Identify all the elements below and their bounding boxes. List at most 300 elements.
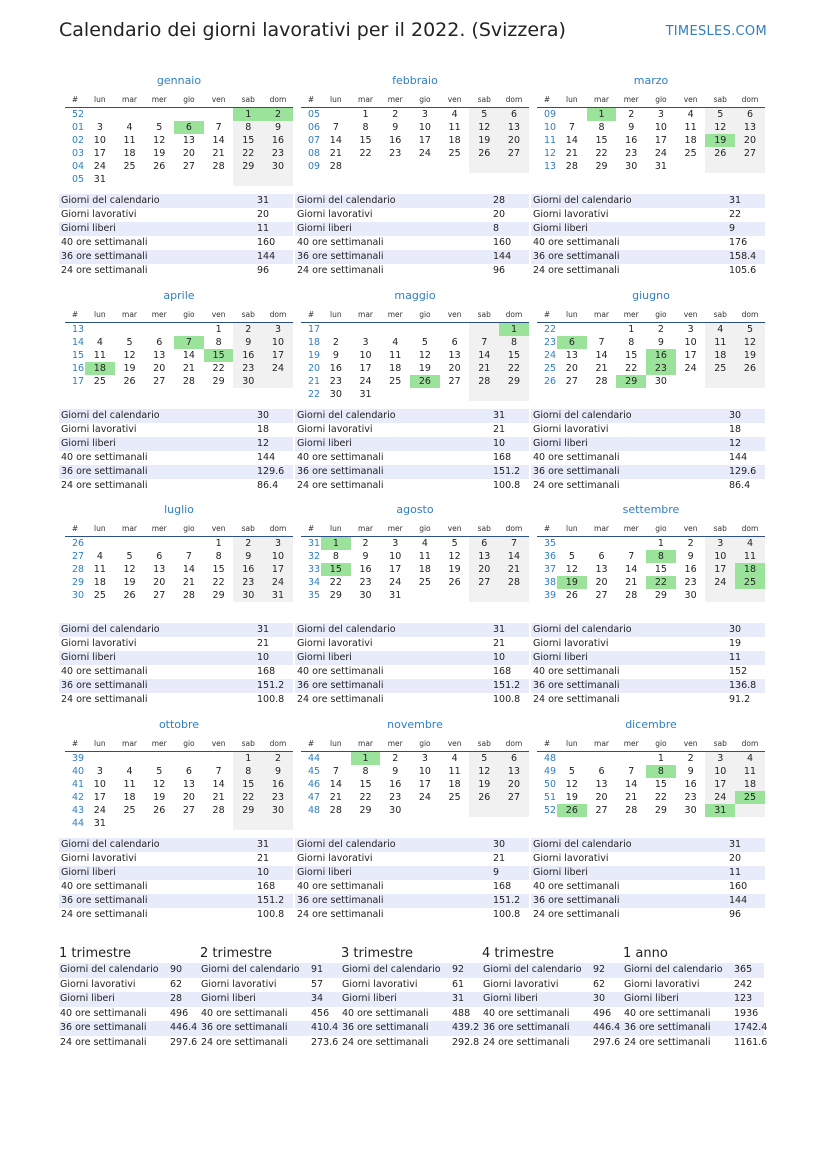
day-cell xyxy=(705,375,735,388)
day-cell xyxy=(263,817,293,830)
day-cell: 16 xyxy=(263,778,293,791)
week-row xyxy=(537,108,765,121)
week-number: 15 xyxy=(72,350,85,361)
weekday-header xyxy=(301,737,529,752)
day-cell: 5 xyxy=(156,766,163,777)
stat-label: Giorni lavorativi xyxy=(61,424,137,435)
day-cell: 6 xyxy=(598,766,605,777)
day-cell: 3 xyxy=(263,323,293,336)
day-cell: 28 xyxy=(499,576,529,589)
day-cell: 10 xyxy=(359,350,372,361)
day-cell: 17 xyxy=(705,563,735,576)
holiday-cell: 18 xyxy=(735,563,765,576)
day-cell: 27 xyxy=(182,161,195,172)
week-number: 39 xyxy=(72,753,85,764)
stat-row xyxy=(59,894,293,908)
stat-row xyxy=(59,852,293,866)
day-cell: 3 xyxy=(687,324,694,335)
day-cell: 29 xyxy=(233,804,263,817)
weekday-label: gio xyxy=(183,95,195,104)
day-cell xyxy=(233,173,263,186)
holiday-cell: 2 xyxy=(263,108,293,121)
day-cell: 16 xyxy=(359,564,372,575)
day-cell: 3 xyxy=(362,337,369,348)
stat-label: 24 ore settimanali xyxy=(533,909,620,920)
stat-label: Giorni lavorativi xyxy=(533,209,609,220)
stat-value: 160 xyxy=(493,237,512,248)
stat-row xyxy=(531,637,765,651)
stat-label: Giorni lavorativi xyxy=(624,978,700,990)
day-cell: 24 xyxy=(705,791,735,804)
day-cell: 23 xyxy=(263,791,293,804)
month-grid xyxy=(537,308,765,388)
stat-value: 31 xyxy=(493,410,506,421)
day-cell: 9 xyxy=(332,350,339,361)
day-cell: 14 xyxy=(625,779,638,790)
day-cell: 15 xyxy=(625,350,638,361)
week-row xyxy=(301,804,529,817)
day-cell: 5 xyxy=(126,551,133,562)
week-row xyxy=(537,576,765,589)
day-cell: 30 xyxy=(389,805,402,816)
week-number: 10 xyxy=(544,122,557,133)
stat-value: 30 xyxy=(729,410,742,421)
day-cell: 7 xyxy=(332,122,339,133)
day-cell: 1 xyxy=(215,324,222,335)
month-grid xyxy=(537,522,765,602)
weekday-label: ven xyxy=(447,739,462,748)
day-cell: 4 xyxy=(421,538,428,549)
month-stats xyxy=(531,623,765,707)
week-number: 38 xyxy=(544,577,557,588)
stat-value: 90 xyxy=(170,964,183,975)
month-stats xyxy=(531,194,765,278)
day-cell: 15 xyxy=(359,135,372,146)
holiday-cell: 29 xyxy=(616,375,646,388)
day-cell: 23 xyxy=(233,362,263,375)
day-cell xyxy=(469,388,499,401)
quarter-block xyxy=(341,945,482,1050)
stat-value: 144 xyxy=(493,251,512,262)
day-cell: 26 xyxy=(705,147,735,160)
stat-value: 19 xyxy=(729,638,742,649)
week-row xyxy=(65,765,293,778)
week-number: 27 xyxy=(72,551,85,562)
weekday-label: sab xyxy=(713,95,727,104)
day-cell: 19 xyxy=(469,134,499,147)
day-cell: 3 xyxy=(705,537,735,550)
day-cell: 7 xyxy=(469,336,499,349)
stat-label: Giorni lavorativi xyxy=(297,853,373,864)
day-cell xyxy=(144,817,174,830)
day-cell: 10 xyxy=(705,550,735,563)
day-cell: 14 xyxy=(212,779,225,790)
day-cell: 25 xyxy=(418,577,431,588)
quarter-stat-row xyxy=(482,1021,623,1036)
stat-value: 30 xyxy=(729,624,742,635)
day-cell: 13 xyxy=(182,779,195,790)
quarter-stat-row xyxy=(341,1036,482,1051)
day-cell: 11 xyxy=(448,766,461,777)
day-cell xyxy=(204,752,234,765)
day-cell: 28 xyxy=(329,161,342,172)
stat-row xyxy=(59,637,293,651)
stat-row xyxy=(531,693,765,707)
week-row xyxy=(65,563,293,576)
day-cell: 5 xyxy=(469,752,499,765)
weekday-header xyxy=(65,737,293,752)
stat-label: Giorni del calendario xyxy=(533,839,632,850)
week-row xyxy=(537,323,765,336)
day-cell: 1 xyxy=(215,538,222,549)
day-cell: 24 xyxy=(93,805,106,816)
week-number: 05 xyxy=(308,109,321,120)
week-row xyxy=(301,550,529,563)
stat-row xyxy=(59,665,293,679)
day-cell: 14 xyxy=(499,550,529,563)
week-number: 52 xyxy=(544,805,557,816)
quarter-stat-row xyxy=(200,1007,341,1022)
week-number: 44 xyxy=(308,753,321,764)
weekday-label: mer xyxy=(151,524,167,533)
stat-label: Giorni liberi xyxy=(533,223,588,234)
day-cell: 30 xyxy=(329,389,342,400)
day-cell xyxy=(469,160,499,173)
day-cell: 26 xyxy=(123,590,136,601)
weekday-label: lun xyxy=(566,524,578,533)
weekday-label: sab xyxy=(241,310,255,319)
weekday-header xyxy=(65,522,293,537)
stat-value: 144 xyxy=(257,452,276,463)
day-cell: 22 xyxy=(499,362,529,375)
day-cell: 8 xyxy=(215,337,222,348)
day-cell: 23 xyxy=(329,376,342,387)
day-cell: 12 xyxy=(565,564,578,575)
week-number-header: # xyxy=(71,739,79,748)
stat-value: 21 xyxy=(493,853,506,864)
weekday-label: gio xyxy=(419,739,431,748)
stat-label: 40 ore settimanali xyxy=(624,1007,711,1019)
day-cell xyxy=(204,817,234,830)
day-cell: 30 xyxy=(233,589,263,602)
week-number: 09 xyxy=(308,161,321,172)
day-cell: 3 xyxy=(705,752,735,765)
day-cell: 17 xyxy=(93,148,106,159)
day-cell xyxy=(174,108,204,121)
weekday-label: gio xyxy=(655,310,667,319)
stat-value: 365 xyxy=(734,964,753,975)
day-cell: 30 xyxy=(684,590,697,601)
day-cell: 4 xyxy=(126,122,133,133)
week-number: 19 xyxy=(308,350,321,361)
day-cell xyxy=(351,160,381,173)
stat-label: 40 ore settimanali xyxy=(61,237,148,248)
quarter-stat-row xyxy=(482,1036,623,1051)
stat-value: 57 xyxy=(311,978,324,990)
stat-value: 242 xyxy=(734,978,753,990)
day-cell xyxy=(321,752,351,765)
week-row xyxy=(65,134,293,147)
month-name: settembre xyxy=(622,503,680,516)
day-cell: 21 xyxy=(469,362,499,375)
day-cell: 4 xyxy=(705,323,735,336)
day-cell: 11 xyxy=(93,350,106,361)
week-number: 48 xyxy=(544,753,557,764)
day-cell: 26 xyxy=(448,577,461,588)
weekday-label: dom xyxy=(741,524,759,533)
holiday-cell: 26 xyxy=(557,804,587,817)
week-number-header: # xyxy=(543,739,551,748)
day-cell xyxy=(263,375,293,388)
day-cell xyxy=(115,323,145,336)
stat-value: 91 xyxy=(311,964,324,975)
day-cell: 27 xyxy=(499,147,529,160)
day-cell: 11 xyxy=(684,122,697,133)
stat-row xyxy=(295,679,529,693)
quarter-stat-row xyxy=(482,978,623,993)
month-calendar xyxy=(537,287,765,388)
week-row xyxy=(301,791,529,804)
stat-value: 61 xyxy=(452,978,465,990)
day-cell xyxy=(410,589,440,602)
day-cell xyxy=(144,173,174,186)
weekday-label: ven xyxy=(447,310,462,319)
stat-value: 92 xyxy=(452,964,465,975)
holiday-cell: 8 xyxy=(646,550,676,563)
week-number: 44 xyxy=(72,818,85,829)
day-cell: 19 xyxy=(469,778,499,791)
weekday-label: dom xyxy=(269,739,287,748)
day-cell: 4 xyxy=(451,753,458,764)
day-cell: 19 xyxy=(153,148,166,159)
stat-row xyxy=(295,852,529,866)
stat-row xyxy=(531,451,765,465)
day-cell: 6 xyxy=(469,537,499,550)
day-cell: 24 xyxy=(418,148,431,159)
week-row xyxy=(65,550,293,563)
day-cell xyxy=(440,388,470,401)
day-cell: 12 xyxy=(565,779,578,790)
weekday-header xyxy=(537,522,765,537)
week-number-header: # xyxy=(307,95,315,104)
week-number: 21 xyxy=(308,376,321,387)
day-cell xyxy=(380,160,410,173)
brand-link[interactable]: TIMESLES.COM xyxy=(665,24,767,39)
stat-value: 168 xyxy=(493,881,512,892)
weekday-label: lun xyxy=(94,95,106,104)
day-cell: 27 xyxy=(153,590,166,601)
day-cell: 18 xyxy=(123,792,136,803)
day-cell: 7 xyxy=(628,766,635,777)
quarter-block xyxy=(59,945,200,1050)
day-cell: 5 xyxy=(568,551,575,562)
day-cell: 8 xyxy=(233,765,263,778)
stat-label: Giorni del calendario xyxy=(61,839,160,850)
weekday-label: sab xyxy=(477,739,491,748)
day-cell xyxy=(440,804,470,817)
stat-label: 36 ore settimanali xyxy=(297,251,384,262)
week-row xyxy=(65,576,293,589)
month-calendar xyxy=(301,716,529,817)
stat-value: 168 xyxy=(257,881,276,892)
week-row xyxy=(537,550,765,563)
day-cell: 22 xyxy=(654,792,667,803)
week-row xyxy=(537,160,765,173)
day-cell: 10 xyxy=(263,550,293,563)
week-number: 25 xyxy=(544,363,557,374)
stat-row xyxy=(295,451,529,465)
quarter-stat-row xyxy=(200,963,341,978)
stat-value: 30 xyxy=(493,839,506,850)
day-cell: 17 xyxy=(359,363,372,374)
day-cell: 28 xyxy=(182,590,195,601)
stat-row xyxy=(59,623,293,637)
stat-value: 123 xyxy=(734,993,753,1004)
day-cell: 29 xyxy=(359,805,372,816)
holiday-cell: 8 xyxy=(646,765,676,778)
holiday-cell: 15 xyxy=(204,349,234,362)
day-cell: 7 xyxy=(568,122,575,133)
stat-value: 292.8 xyxy=(452,1036,480,1048)
day-cell: 3 xyxy=(657,109,664,120)
week-number-header: # xyxy=(307,524,315,533)
day-cell: 20 xyxy=(448,363,461,374)
day-cell: 5 xyxy=(705,108,735,121)
week-row xyxy=(301,375,529,388)
stat-label: 40 ore settimanali xyxy=(61,452,148,463)
day-cell: 30 xyxy=(263,160,293,173)
day-cell: 10 xyxy=(93,135,106,146)
stat-row xyxy=(531,852,765,866)
holiday-cell: 19 xyxy=(557,576,587,589)
holiday-cell: 26 xyxy=(410,375,440,388)
weekday-label: mar xyxy=(594,95,610,104)
day-cell: 7 xyxy=(185,551,192,562)
stat-value: 144 xyxy=(257,251,276,262)
day-cell: 3 xyxy=(96,766,103,777)
month-grid xyxy=(537,737,765,817)
week-row xyxy=(537,791,765,804)
day-cell: 18 xyxy=(448,135,461,146)
holiday-cell: 1 xyxy=(321,537,351,550)
day-cell: 19 xyxy=(565,792,578,803)
stat-value: 86.4 xyxy=(257,480,279,491)
weekday-label: lun xyxy=(94,739,106,748)
day-cell: 14 xyxy=(625,564,638,575)
month-name: febbraio xyxy=(392,74,438,87)
weekday-label: sab xyxy=(713,310,727,319)
day-cell xyxy=(557,323,587,336)
stat-label: 40 ore settimanali xyxy=(533,452,620,463)
stat-value: 446.4 xyxy=(170,1022,198,1033)
day-cell xyxy=(410,323,440,336)
weekday-label: lun xyxy=(330,95,342,104)
weekday-label: lun xyxy=(94,524,106,533)
month-calendar xyxy=(537,72,765,173)
day-cell: 29 xyxy=(654,590,667,601)
day-cell: 13 xyxy=(499,121,529,134)
stat-value: 496 xyxy=(170,1007,189,1019)
stat-row xyxy=(531,679,765,693)
day-cell xyxy=(616,537,646,550)
stat-value: 8 xyxy=(493,223,500,234)
day-cell: 9 xyxy=(233,336,263,349)
weekday-label: lun xyxy=(566,739,578,748)
day-cell xyxy=(380,388,410,401)
stat-label: 24 ore settimanali xyxy=(61,265,148,276)
page-title: Calendario dei giorni lavorativi per il 2022. (Svizzera) xyxy=(59,19,566,41)
day-cell xyxy=(115,108,145,121)
month-grid xyxy=(537,93,765,173)
day-cell: 13 xyxy=(499,765,529,778)
day-cell: 20 xyxy=(595,577,608,588)
stat-value: 100.8 xyxy=(257,694,285,705)
week-row xyxy=(301,134,529,147)
week-number: 34 xyxy=(308,577,321,588)
day-cell: 5 xyxy=(421,337,428,348)
weekday-label: mer xyxy=(387,739,403,748)
stat-value: 176 xyxy=(729,237,748,248)
day-cell: 3 xyxy=(421,753,428,764)
day-cell xyxy=(410,160,440,173)
week-number: 33 xyxy=(308,564,321,575)
stat-row xyxy=(531,264,765,278)
day-cell: 10 xyxy=(93,779,106,790)
quarter-stat-row xyxy=(341,963,482,978)
stat-value: 144 xyxy=(729,895,748,906)
stat-row xyxy=(59,208,293,222)
day-cell: 25 xyxy=(705,362,735,375)
quarter-block xyxy=(623,945,768,1050)
weekday-label: mer xyxy=(387,95,403,104)
stat-row xyxy=(531,838,765,852)
stat-label: 24 ore settimanali xyxy=(60,1036,147,1048)
week-row xyxy=(301,752,529,765)
stat-label: Giorni del calendario xyxy=(533,624,632,635)
day-cell: 22 xyxy=(329,577,342,588)
day-cell: 23 xyxy=(263,147,293,160)
weekday-label: sab xyxy=(241,739,255,748)
stat-value: 439.2 xyxy=(452,1022,480,1033)
stat-value: 10 xyxy=(493,652,506,663)
day-cell: 4 xyxy=(96,337,103,348)
day-cell: 4 xyxy=(96,551,103,562)
day-cell: 28 xyxy=(212,805,225,816)
day-cell: 24 xyxy=(389,577,402,588)
week-row xyxy=(301,765,529,778)
day-cell: 1 xyxy=(233,752,263,765)
day-cell: 21 xyxy=(625,792,638,803)
day-cell: 17 xyxy=(263,349,293,362)
weekday-label: sab xyxy=(713,524,727,533)
day-cell xyxy=(616,752,646,765)
week-number: 17 xyxy=(308,324,321,335)
day-cell: 26 xyxy=(469,791,499,804)
stat-row xyxy=(59,838,293,852)
day-cell: 16 xyxy=(329,363,342,374)
day-cell: 25 xyxy=(123,805,136,816)
day-cell: 21 xyxy=(595,363,608,374)
week-row xyxy=(537,778,765,791)
day-cell: 27 xyxy=(469,576,499,589)
stat-value: 151.2 xyxy=(493,895,521,906)
day-cell: 11 xyxy=(389,350,402,361)
day-cell xyxy=(676,160,706,173)
stat-value: 21 xyxy=(257,853,270,864)
day-cell: 26 xyxy=(153,805,166,816)
week-number: 28 xyxy=(72,564,85,575)
holiday-cell: 23 xyxy=(646,362,676,375)
